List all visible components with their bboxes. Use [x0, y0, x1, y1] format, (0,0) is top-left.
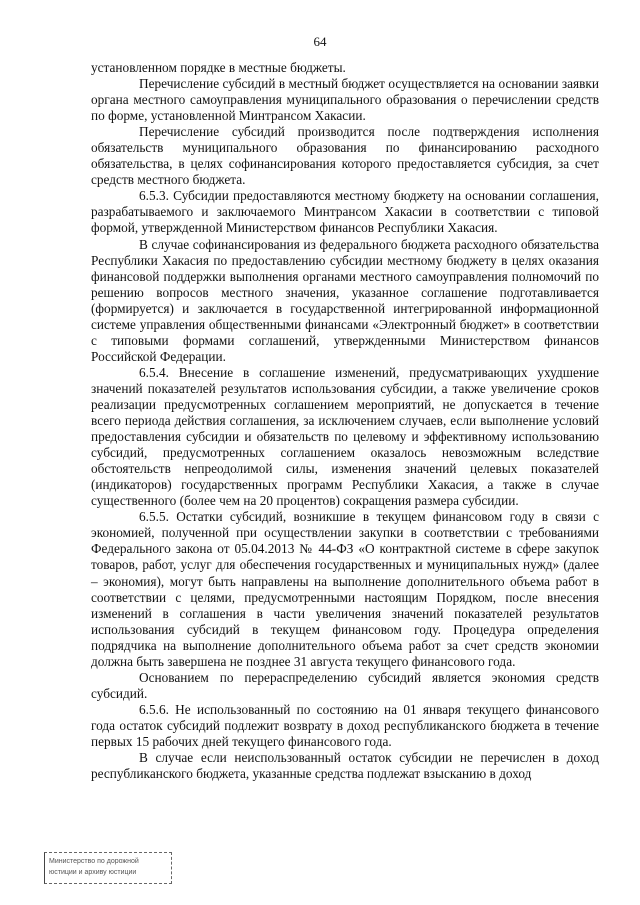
- paragraph-transfer-basis: Перечисление субсидий в местный бюджет осуществляется на основании заявки органа местного самоуправления муниципального образования о перечислении средств по форме, установленной Минтрансом Хакасии.: [91, 76, 599, 124]
- paragraph-recovery: В случае если неиспользованный остаток субсидии не перечислен в доход республиканского бюджета, указанные средства подлежат взысканию в доход: [91, 750, 599, 782]
- paragraph-6-5-3: 6.5.3. Субсидии предоставляются местному бюджету на основании соглашения, разрабатываемого и заключаемого Минтрансом Хакасии в соответствии с типовой формой, утвержденной Министерством финансов Республики Хакасия.: [91, 188, 599, 236]
- paragraph-6-5-6: 6.5.6. Не использованный по состоянию на 01 января текущего финансового года остаток субсидий подлежит возврату в доход республиканского бюджета в течение первых 15 рабочих дней текущего финансового года.: [91, 701, 599, 749]
- paragraph-federal-cofinancing: В случае софинансирования из федерального бюджета расходного обязательства Республики Хакасия по предоставлению субсидии местному бюджету в целях оказания финансовой поддержки выполнения органами местного самоуправления полномочий по решению вопросов местного значения, указанное соглашение подготавливается (формируется) и заключается в государственной интегрированной информационной системе управления общественными финансами «Электронный бюджет» в соответствии с типовыми формами соглашений, утвержденными Министерством финансов Российской Федерации.: [91, 236, 599, 364]
- paragraph-6-5-4: 6.5.4. Внесение в соглашение изменений, предусматривающих ухудшение значений показателей результатов использования субсидии, а также увеличение сроков реализации предусмотренных соглашением мероприятий, не допускается в течение всего периода действия соглашения, за исключением случаев, если выполнение условий предоставления субсидии и обязательств по целевому и эффективному использованию субсидий, предусмотренных соглашением оказалось невозможным вследствие обстоятельств непреодолимой силы, изменения значений целевых показателей (индикаторов) государственных программ Республики Хакасия, а также в случае существенного (более чем на 20 процентов) сокращения размера субсидии.: [91, 364, 599, 509]
- paragraph-6-5-5: 6.5.5. Остатки субсидий, возникшие в текущем финансовом году в связи с экономией, полученной при осуществлении закупки в соответствии с требованиями Федерального закона от 05.04.2013 № 44-ФЗ «О контрактной системе в сфере закупок товаров, работ, услуг для обеспечения государственных и муниципальных нужд» (далее – экономия), могут быть направлены на выполнение дополнительного объема работ в соответствии с целями, предусмотренными настоящим Порядком, после внесения изменений в соглашения в части увеличения значений показателей результатов использования субсидий в текущем финансовом году. Процедура определения подрядчика на выполнение дополнительного объема работ за счет средств экономии должна быть завершена не позднее 31 августа текущего финансового года.: [91, 509, 599, 669]
- stamp-line-1: Министерство по дорожной: [49, 858, 139, 865]
- document-body: [91, 60, 599, 782]
- stamp-line-2: юстиции и архиву юстиции: [49, 869, 137, 876]
- paragraph-redistribution-basis: Основанием по перераспределению субсидий является экономия средств субсидий.: [91, 669, 599, 701]
- registration-stamp: [44, 852, 172, 884]
- page-number: 64: [313, 34, 327, 49]
- paragraph-transfer-condition: Перечисление субсидий производится после подтверждения исполнения обязательств муниципального образования по финансированию расходного обязательства, в целях софинансирования которого предоставляется субсидия, за счет средств местного бюджета.: [91, 124, 599, 188]
- paragraph-continuation: установленном порядке в местные бюджеты.: [91, 60, 346, 75]
